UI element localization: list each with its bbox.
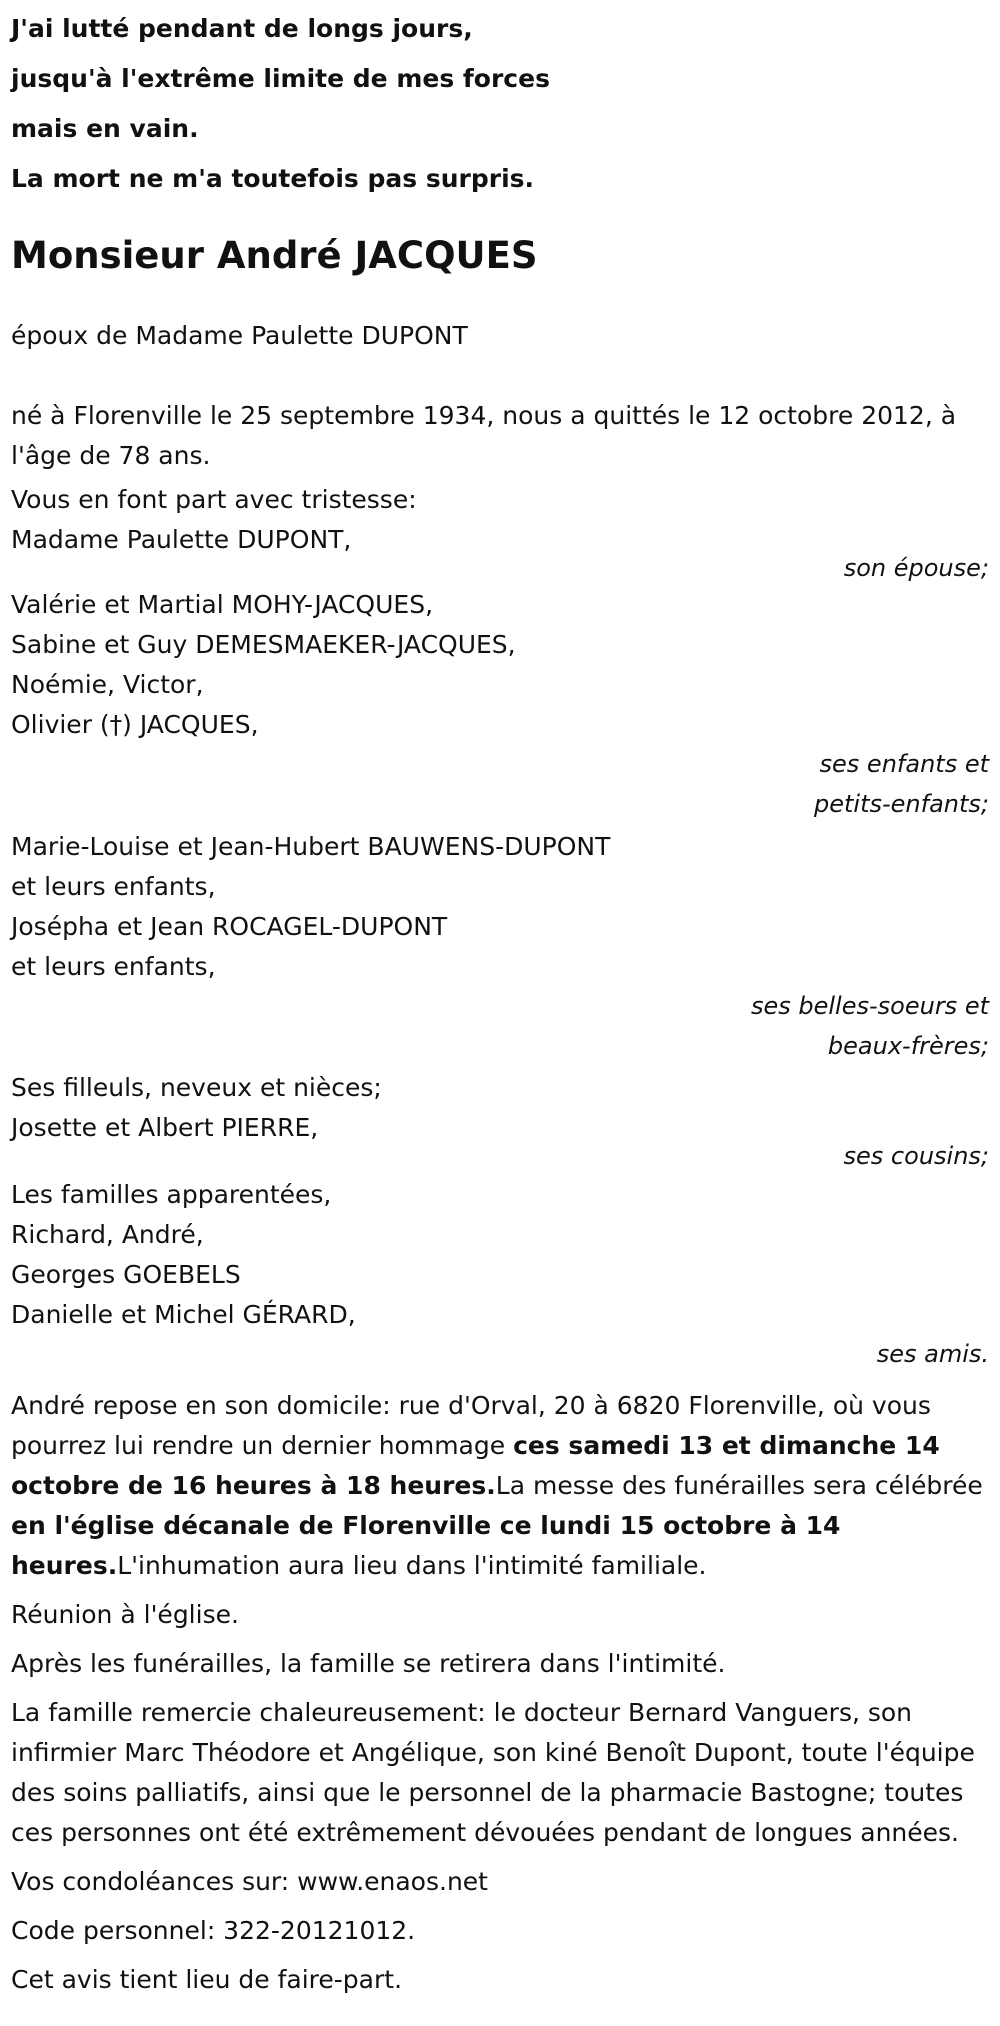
family-group-children xyxy=(11,585,990,824)
deceased-name: Monsieur André JACQUES xyxy=(11,234,538,277)
family-line: et leurs enfants, xyxy=(11,872,216,901)
birth-death-text: né à Florenville le 25 septembre 1934, nous a quittés le 12 octobre 2012, à l'âge de 78 ans. xyxy=(11,401,957,470)
family-line: Sabine et Guy DEMESMAEKER-JACQUES, xyxy=(11,630,516,659)
thanks-text: La famille remercie chaleureusement: le docteur Bernard Vanguers, son infirmier Marc Théodore et Angélique, son kiné Benoît Dupont, toute l'équipe des soins palliatifs, ainsi que le personnel de la pharmacie Bastogne; toutes ces personnes ont été extrêmement dévouées pendant de longues années. xyxy=(11,1698,975,1847)
family-line: Marie-Louise et Jean-Hubert BAUWENS-DUPONT xyxy=(11,832,611,861)
after-funeral-text: Après les funérailles, la famille se retirera dans l'intimité. xyxy=(11,1649,726,1678)
ceremony-text xyxy=(11,1386,990,1586)
poem-line: La mort ne m'a toutefois pas surpris. xyxy=(11,164,535,193)
announce-intro: Vous en font part avec tristesse: xyxy=(11,485,417,514)
family-line: Valérie et Martial MOHY-JACQUES, xyxy=(11,590,434,619)
ceremony-dates: ces samedi 13 et dimanche 14 octobre de 16 heures à 18 heures. xyxy=(11,1431,940,1500)
family-line: Madame Paulette DUPONT, xyxy=(11,525,352,554)
family-line: Josette et Albert PIERRE, xyxy=(11,1113,319,1142)
family-line: Noémie, Victor, xyxy=(11,670,204,699)
poem-line: J'ai lutté pendant de longs jours, xyxy=(11,14,473,43)
family-line: Georges GOEBELS xyxy=(11,1260,241,1289)
family-line: Les familles apparentées, xyxy=(11,1180,332,1209)
ceremony-part: La messe des funérailles sera célébrée xyxy=(495,1471,983,1500)
personal-code: Code personnel: 322-20121012. xyxy=(11,1916,416,1945)
family-line: et leurs enfants, xyxy=(11,952,216,981)
family-role: ses enfants et xyxy=(819,750,989,778)
family-line: Danielle et Michel GÉRARD, xyxy=(11,1300,356,1329)
ceremony-location: en l'église décanale de Florenville ce lundi 15 octobre à 14 heures. xyxy=(11,1511,841,1580)
condolences-text: Vos condoléances sur: www.enaos.net xyxy=(11,1867,488,1896)
ceremony-part: André repose en son domicile: rue d'Orval, 20 à 6820 Florenville, où vous pourrez lui rendre un dernier hommage xyxy=(11,1391,931,1460)
closing-text: Cet avis tient lieu de faire-part. xyxy=(11,1965,403,1994)
family-role: son épouse; xyxy=(843,554,989,582)
family-role: petits-enfants; xyxy=(814,790,989,818)
family-role: ses cousins; xyxy=(843,1142,989,1170)
family-line: Richard, André, xyxy=(11,1220,204,1249)
family-group-inlaws xyxy=(11,827,990,1066)
poem-line: mais en vain. xyxy=(11,114,199,143)
family-group-cousins xyxy=(11,1068,990,1176)
family-line: Josépha et Jean ROCAGEL-DUPONT xyxy=(11,912,448,941)
family-role: ses amis. xyxy=(876,1340,989,1368)
poem xyxy=(11,0,990,204)
family-group-friends xyxy=(11,1175,990,1374)
poem-line: jusqu'à l'extrême limite de mes forces xyxy=(11,64,550,93)
family-line: Olivier (†) JACQUES, xyxy=(11,710,259,739)
reunion-text: Réunion à l'église. xyxy=(11,1600,239,1629)
family-line: Ses filleuls, neveux et nièces; xyxy=(11,1073,382,1102)
family-role: beaux-frères; xyxy=(827,1032,989,1060)
family-role: ses belles-soeurs et xyxy=(750,992,989,1020)
ceremony-part: L'inhumation aura lieu dans l'intimité familiale. xyxy=(117,1551,707,1580)
spouse-line: époux de Madame Paulette DUPONT xyxy=(11,321,468,350)
family-group-spouse xyxy=(11,520,990,588)
